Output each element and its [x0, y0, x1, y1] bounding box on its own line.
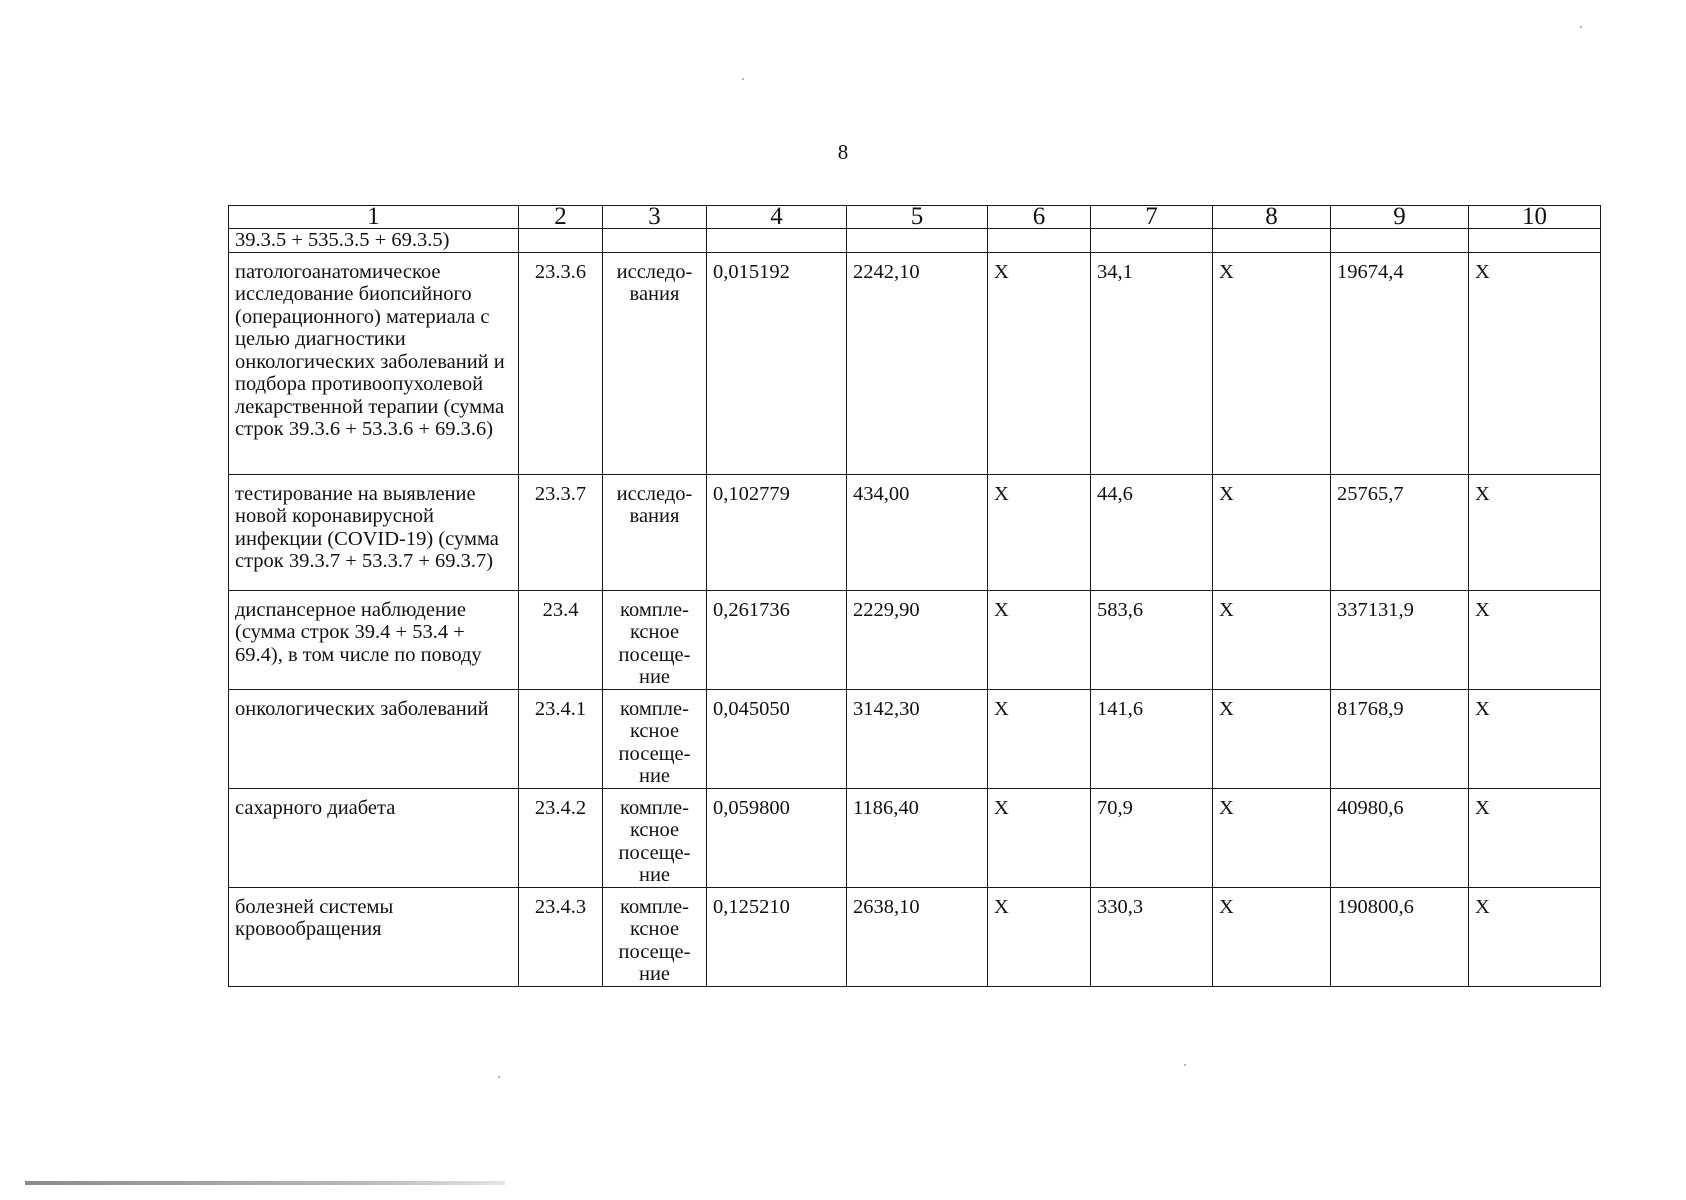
row-unit: исследо-вания: [603, 252, 707, 474]
data-table: [228, 205, 1601, 987]
row-code: 23.4.1: [519, 689, 603, 788]
row-value-8: X: [1213, 689, 1331, 788]
row-unit: компле-ксное посеще-ние: [603, 590, 707, 689]
row-value-5: 2638,10: [847, 887, 988, 986]
row-unit: компле-ксное посеще-ние: [603, 788, 707, 887]
row-value-6: X: [988, 689, 1091, 788]
table-cell: [847, 229, 988, 253]
scan-speck: [1580, 26, 1582, 28]
row-value-5: 2242,10: [847, 252, 988, 474]
table-row: [229, 474, 1601, 590]
row-value-5: 2229,90: [847, 590, 988, 689]
row-value-10: X: [1469, 788, 1601, 887]
row-unit: компле-ксное посеще-ние: [603, 887, 707, 986]
row-value-8: X: [1213, 474, 1331, 590]
column-header-8: 8: [1213, 206, 1331, 229]
row-value-8: X: [1213, 590, 1331, 689]
row-name: болезней системы кровообращения: [229, 887, 519, 986]
scan-edge-line: [25, 1181, 505, 1185]
row-value-9: 337131,9: [1331, 590, 1469, 689]
column-header-7: 7: [1091, 206, 1213, 229]
column-header-3: 3: [603, 206, 707, 229]
column-header-2: 2: [519, 206, 603, 229]
row-unit: исследо-вания: [603, 474, 707, 590]
table-cell: [603, 229, 707, 253]
column-header-6: 6: [988, 206, 1091, 229]
row-value-7: 34,1: [1091, 252, 1213, 474]
column-header-1: 1: [229, 206, 519, 229]
row-code: 23.3.7: [519, 474, 603, 590]
row-code: 23.4.3: [519, 887, 603, 986]
row-value-7: 330,3: [1091, 887, 1213, 986]
table-row: [229, 689, 1601, 788]
row-value-6: X: [988, 887, 1091, 986]
row-value-6: X: [988, 788, 1091, 887]
row-value-8: X: [1213, 788, 1331, 887]
row-value-10: X: [1469, 590, 1601, 689]
row-value-6: X: [988, 590, 1091, 689]
row-value-9: 25765,7: [1331, 474, 1469, 590]
table-cell: [1213, 229, 1331, 253]
header-row: [229, 206, 1601, 229]
row-value-6: X: [988, 252, 1091, 474]
scan-speck: [742, 78, 744, 80]
column-header-4: 4: [707, 206, 847, 229]
row-value-8: X: [1213, 887, 1331, 986]
row-value-10: X: [1469, 887, 1601, 986]
row-code: 23.3.6: [519, 252, 603, 474]
page-number: 8: [837, 140, 849, 164]
row-value-7: 70,9: [1091, 788, 1213, 887]
row-name: онкологических заболеваний: [229, 689, 519, 788]
row-value-4: 0,125210: [707, 887, 847, 986]
row-value-5: 1186,40: [847, 788, 988, 887]
table-row: [229, 887, 1601, 986]
row-value-7: 141,6: [1091, 689, 1213, 788]
table-row: [229, 252, 1601, 474]
row-value-8: X: [1213, 252, 1331, 474]
scan-speck: [498, 1076, 500, 1078]
continuation-row: [229, 229, 1601, 253]
table-cell: [519, 229, 603, 253]
row-value-4: 0,015192: [707, 252, 847, 474]
row-value-4: 0,102779: [707, 474, 847, 590]
column-header-5: 5: [847, 206, 988, 229]
column-header-9: 9: [1331, 206, 1469, 229]
row-code: 23.4.2: [519, 788, 603, 887]
row-code: 23.4: [519, 590, 603, 689]
table-cell: [1091, 229, 1213, 253]
row-value-7: 583,6: [1091, 590, 1213, 689]
row-value-9: 40980,6: [1331, 788, 1469, 887]
row-value-9: 81768,9: [1331, 689, 1469, 788]
table-cell: [1331, 229, 1469, 253]
table-cell: [707, 229, 847, 253]
scan-speck: [1184, 1064, 1186, 1066]
row-value-4: 0,261736: [707, 590, 847, 689]
table-cell: [988, 229, 1091, 253]
row-unit: компле-ксное посеще-ние: [603, 689, 707, 788]
column-header-10: 10: [1469, 206, 1601, 229]
row-value-5: 3142,30: [847, 689, 988, 788]
table-row: [229, 788, 1601, 887]
table-cell: [1469, 229, 1601, 253]
row-name: диспансерное наблюдение (сумма строк 39.4 + 53.4 + 69.4), в том числе по поводу: [229, 590, 519, 689]
row-value-9: 19674,4: [1331, 252, 1469, 474]
row-value-10: X: [1469, 689, 1601, 788]
row-value-9: 190800,6: [1331, 887, 1469, 986]
continuation-text: 39.3.5 + 535.3.5 + 69.3.5): [229, 229, 519, 253]
row-value-5: 434,00: [847, 474, 988, 590]
row-name: сахарного диабета: [229, 788, 519, 887]
row-name: патологоанатомическое исследование биопсийного (операционного) материала с целью диагностики онкологических заболеваний и подбора противоопухолевой лекарственной терапии (сумма строк 39.3.6 + 53.3.6 + 69.3.6): [229, 252, 519, 474]
row-name: тестирование на выявление новой коронавирусной инфекции (COVID-19) (сумма строк 39.3.7 + 53.3.7 + 69.3.7): [229, 474, 519, 590]
row-value-6: X: [988, 474, 1091, 590]
row-value-4: 0,059800: [707, 788, 847, 887]
row-value-7: 44,6: [1091, 474, 1213, 590]
row-value-10: X: [1469, 474, 1601, 590]
table-row: [229, 590, 1601, 689]
row-value-10: X: [1469, 252, 1601, 474]
row-value-4: 0,045050: [707, 689, 847, 788]
